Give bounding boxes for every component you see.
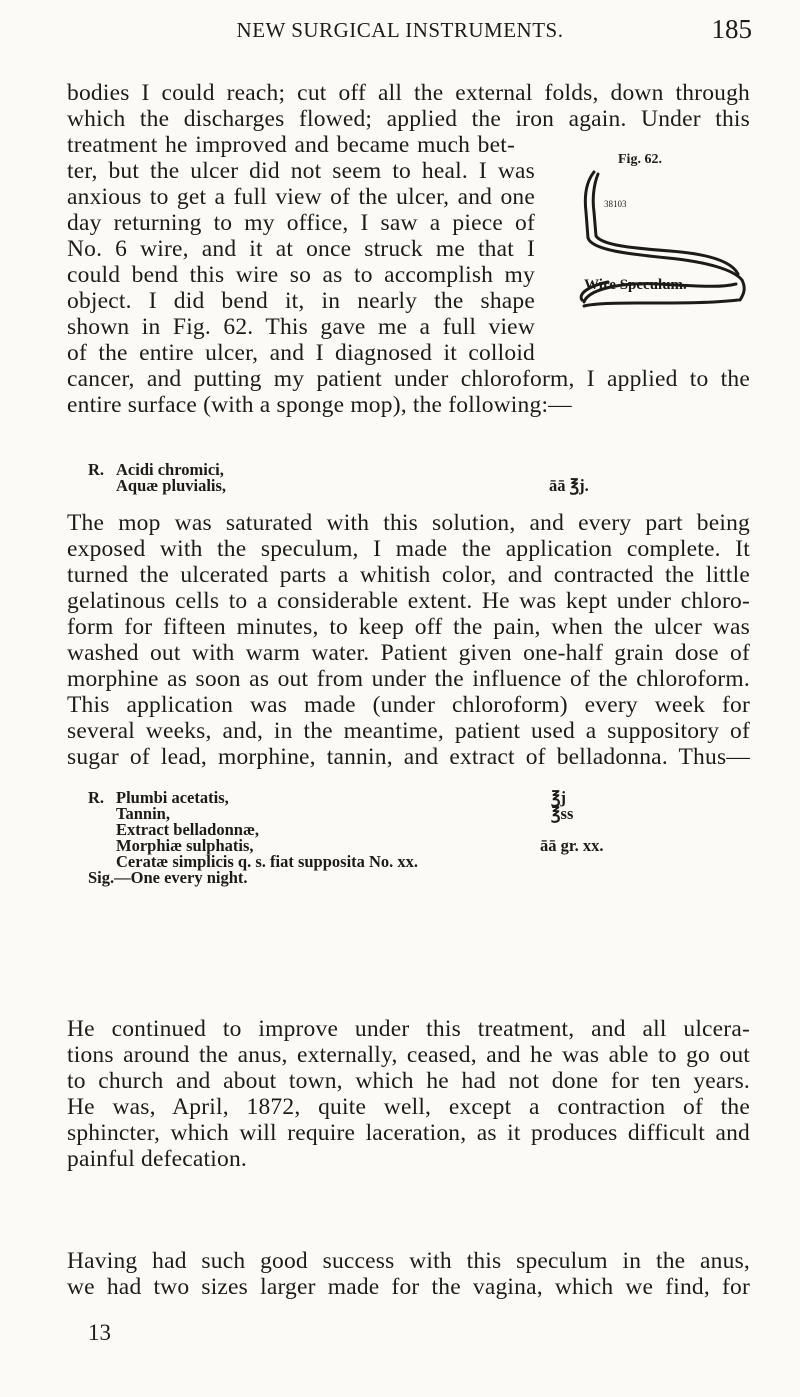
text-line: turned the ulcerated parts a whitish color, and contracted the little [67, 562, 750, 588]
figure-label: Fig. 62. [618, 152, 662, 167]
text-line: cancer, and putting my patient under chloroform, I applied to the [67, 366, 750, 392]
rx-dose: ℥ss [551, 804, 574, 823]
text-line: entire surface (with a sponge mop), the following:— [67, 392, 572, 418]
text-line: we had two sizes larger made for the vagina, which we find, for [67, 1274, 750, 1300]
rx-ingredient: Aquæ pluvialis, [116, 476, 227, 495]
rx-dose: āā ℥j. [549, 476, 589, 495]
text-line: could bend this wire so as to accomplish my [67, 262, 535, 288]
text-line: several weeks, and, in the meantime, patient used a suppository of [67, 718, 750, 744]
text-line: This application was made (under chloroform) every week for [67, 692, 750, 718]
text-line: form for fifteen minutes, to keep off the pain, when the ulcer was [67, 614, 750, 640]
text-line: bodies I could reach; cut off all the external folds, down through [67, 80, 750, 106]
text-line: to church and about town, which he had not done for ten years. [67, 1068, 750, 1094]
rx-symbol: R. [88, 460, 105, 479]
paragraph-3 [67, 1016, 750, 1172]
rx-ingredient: Morphiæ sulphatis, [116, 836, 254, 855]
paragraph-4 [67, 1248, 750, 1300]
text-line: day returning to my office, I saw a piece of [67, 210, 535, 236]
text-line: washed out with warm water. Patient given one-half grain dose of [67, 640, 750, 666]
text-line: The mop was saturated with this solution, and every part being [67, 510, 750, 536]
text-line: which the discharges flowed; applied the iron again. Under this [67, 106, 750, 132]
signature-mark: 13 [88, 1320, 111, 1345]
prescription-1 [88, 462, 588, 494]
text-line: No. 6 wire, and it at once struck me that I [67, 236, 535, 262]
text-line: tions around the anus, externally, ceased, and he was able to go out [67, 1042, 750, 1068]
text-line: object. I did bend it, in nearly the shape [67, 288, 535, 314]
text-line: painful defecation. [67, 1146, 247, 1172]
text-line: sphincter, which will require laceration, as it produces difficult and [67, 1120, 750, 1146]
text-line: exposed with the speculum, I made the application complete. It [67, 536, 750, 562]
text-line: sugar of lead, morphine, tannin, and extract of belladonna. Thus— [67, 744, 750, 770]
rx-ingredient: Acidi chromici, [116, 460, 224, 479]
rx-ingredient: Extract belladonnæ, [116, 820, 260, 839]
rx-dose: āā gr. xx. [540, 836, 604, 855]
rx-instruction: Ceratæ simplicis q. s. fiat supposita No. xx. [116, 852, 419, 871]
plate-number: 38103 [604, 199, 627, 209]
figure-caption: Wire Speculum. [584, 277, 687, 293]
page-number: 185 [711, 14, 752, 44]
rx-symbol: R. [88, 788, 105, 807]
text-line: Having had such good success with this speculum in the anus, [67, 1248, 750, 1274]
text-line: morphine as soon as out from under the influence of the chloroform. [67, 666, 750, 692]
text-line: shown in Fig. 62. This gave me a full view [67, 314, 535, 340]
page-header [0, 14, 800, 52]
paragraph-2 [67, 510, 750, 770]
text-line: He was, April, 1872, quite well, except a contraction of the [67, 1094, 750, 1120]
text-line: anxious to get a full view of the ulcer, and one [67, 184, 535, 210]
rx-dose: ℥j [551, 788, 567, 807]
running-title: NEW SURGICAL INSTRUMENTS. [236, 18, 564, 42]
rx-signature: Sig.—One every night. [88, 868, 248, 887]
rx-ingredient: Plumbi acetatis, [116, 788, 229, 807]
prescription-2 [88, 790, 648, 886]
rx-ingredient: Tannin, [116, 804, 170, 823]
text-line: gelatinous cells to a considerable extent. He was kept under chloro- [67, 588, 750, 614]
text-line: of the entire ulcer, and I diagnosed it colloid [67, 340, 535, 366]
text-line: treatment he improved and became much bet- [67, 132, 515, 158]
text-line: He continued to improve under this treatment, and all ulcera- [67, 1016, 750, 1042]
text-line: ter, but the ulcer did not seem to heal. I was [67, 158, 535, 184]
